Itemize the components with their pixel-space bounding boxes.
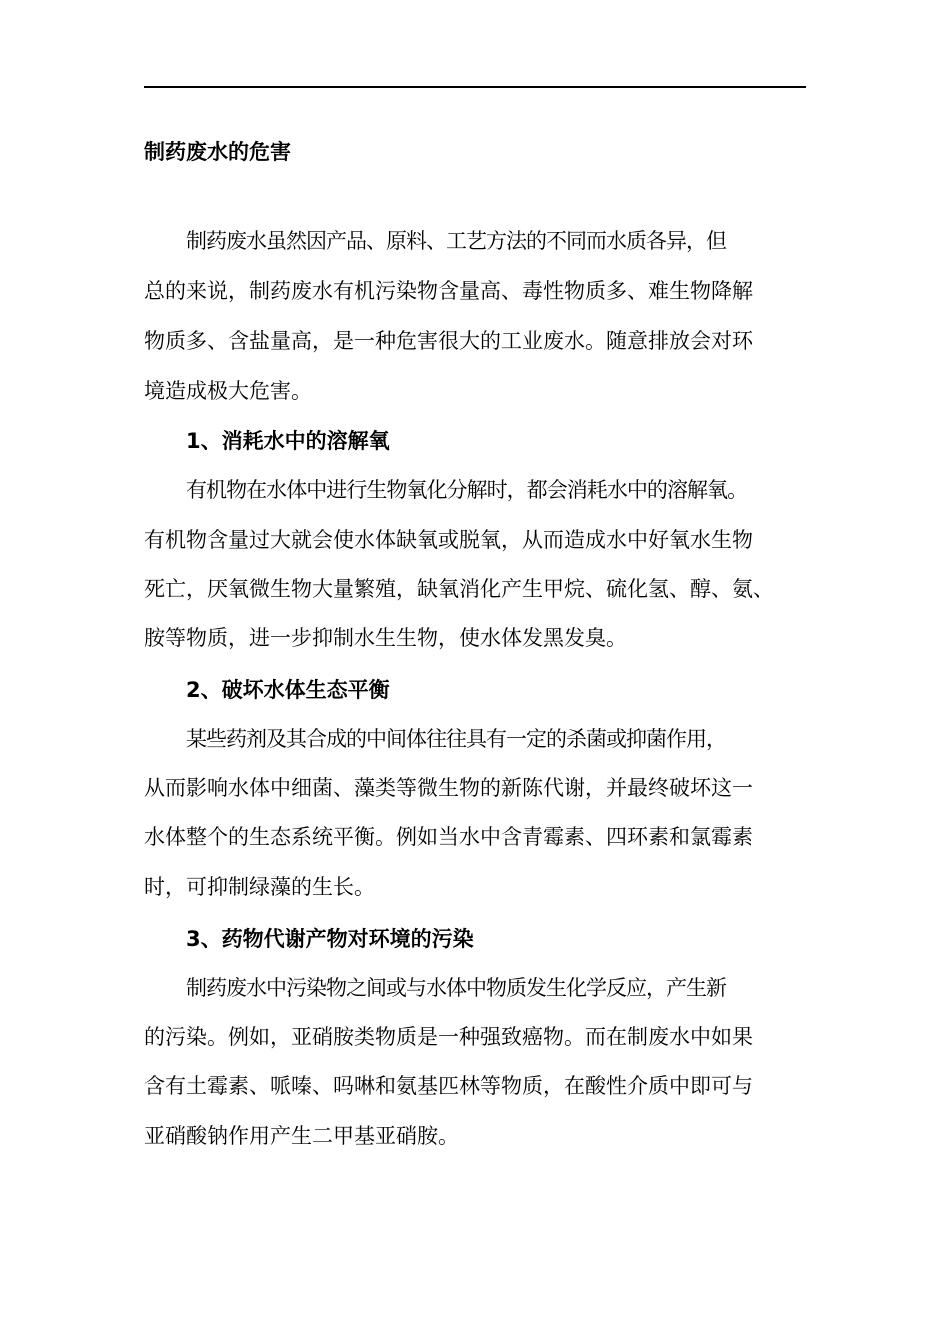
section-heading-3: 3、药物代谢产物对环境的污染 [186, 927, 474, 951]
page-title: 制药废水的危害 [144, 140, 291, 164]
section-2-line: 水体整个的生态系统平衡。例如当水中含青霉素、四环素和氯霉素 [144, 825, 753, 849]
section-2-line: 时，可抑制绿藻的生长。 [144, 875, 375, 899]
section-3-line: 亚硝酸钠作用产生二甲基亚硝胺。 [144, 1124, 459, 1148]
intro-line: 物质多、含盐量高，是一种危害很大的工业废水。随意排放会对环 [144, 329, 753, 353]
section-2-line: 某些药剂及其合成的中间体往往具有一定的杀菌或抑菌作用， [186, 727, 726, 751]
section-3-line: 制药废水中污染物之间或与水体中物质发生化学反应，产生新 [186, 976, 726, 1000]
section-1-line: 胺等物质，进一步抑制水生生物，使水体发黑发臭。 [144, 626, 627, 650]
section-2-line: 从而影响水体中细菌、藻类等微生物的新陈代谢，并最终破坏这一 [144, 776, 753, 800]
intro-line: 境造成极大危害。 [144, 379, 312, 403]
section-1-line: 有机物含量过大就会使水体缺氧或脱氧，从而造成水中好氧水生物 [144, 528, 753, 552]
section-heading-1: 1、消耗水中的溶解氧 [186, 429, 390, 453]
section-1-line: 有机物在水体中进行生物氧化分解时，都会消耗水中的溶解氧。 [186, 478, 748, 502]
header-rule [144, 86, 806, 88]
intro-line: 制药废水虽然因产品、原料、工艺方法的不同而水质各异，但 [186, 229, 726, 253]
section-3-line: 含有土霉素、哌嗪、吗啉和氨基匹林等物质，在酸性介质中即可与 [144, 1074, 753, 1098]
intro-line: 总的来说，制药废水有机污染物含量高、毒性物质多、难生物降解 [144, 279, 753, 303]
section-heading-2: 2、破坏水体生态平衡 [186, 678, 390, 702]
section-1-line: 死亡，厌氧微生物大量繁殖，缺氧消化产生甲烷、硫化氢、醇、氨、 [144, 577, 774, 601]
section-3-line: 的污染。例如，亚硝胺类物质是一种强致癌物。而在制废水中如果 [144, 1025, 753, 1049]
